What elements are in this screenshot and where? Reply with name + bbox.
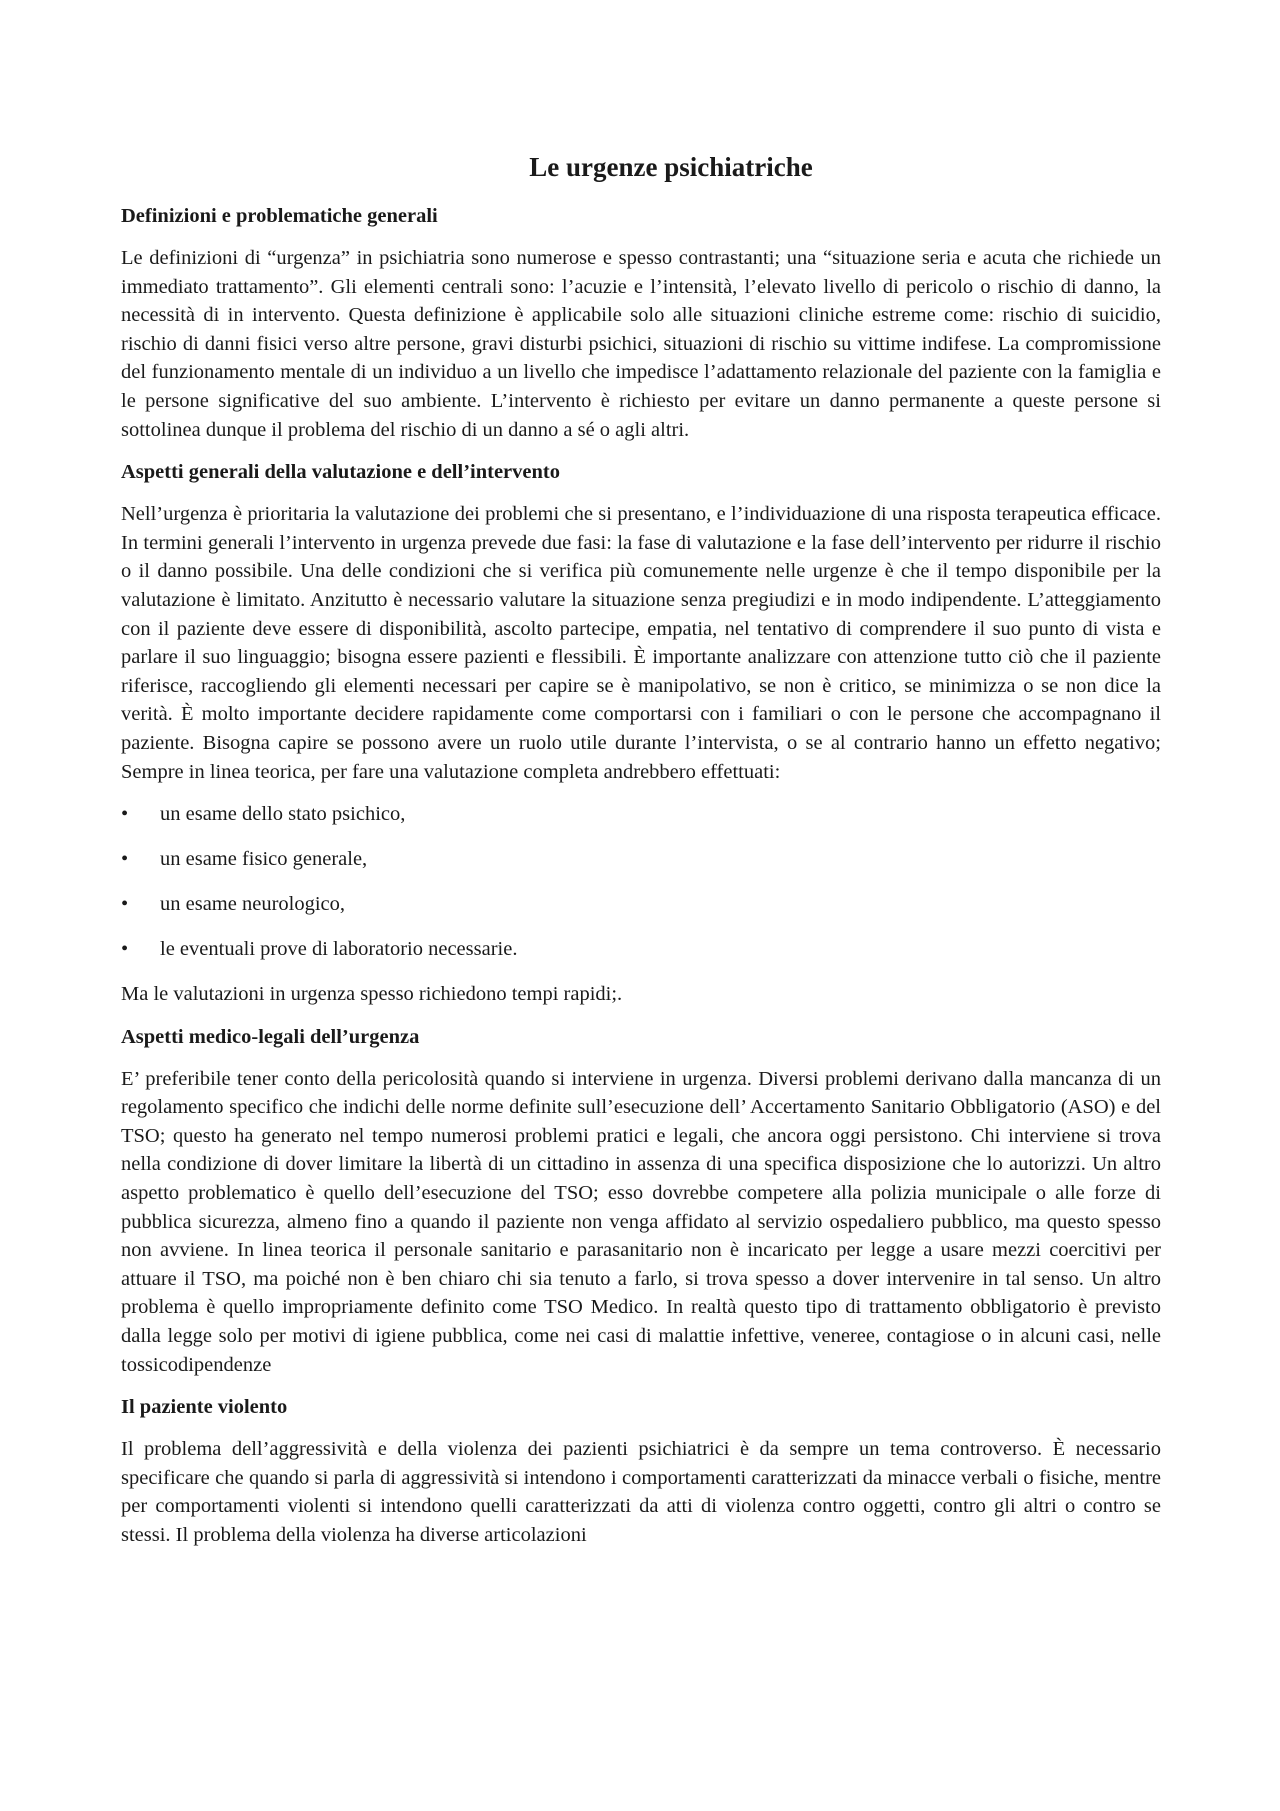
list-item — [121, 935, 1161, 963]
list-item-text: le eventuali prove di laboratorio necessarie. — [160, 938, 518, 961]
section-heading-valutazione: Aspetti generali della valutazione e dell’intervento — [121, 461, 560, 484]
section-heading-definizioni: Definizioni e problematiche generali — [121, 205, 438, 227]
paragraph-definizioni: Le definizioni di “urgenza” in psichiatria sono numerose e spesso contrastanti; una “situazione seria e acuta che richiede un immediato trattamento”. Gli elementi centrali sono: l’acuzie e l’intensità, l’elevato livello di pericolo o rischio di danno, la necessità di in intervento. Questa definizione è applicabile solo alle situazioni cliniche estreme come: rischio di suicidio, rischio di danni fisici verso altre persone, gravi disturbi psichici, situazioni di rischio su vittime indifese. La compromissione del funzionamento mentale di un individuo a un livello che impedisce l’adattamento relazionale del paziente con la famiglia e le persone significative del suo ambiente. L’intervento è richiesto per evitare un danno permanente a queste persone si sottolinea dunque il problema del rischio di un danno a sé o agli altri. — [121, 247, 1161, 441]
paragraph-paziente-violento: Il problema dell’aggressività e della violenza dei pazienti psichiatrici è da sempre un tema controverso. È necessario specificare che quando si parla di aggressività si intendono i comportamenti caratterizzati da minacce verbali o fisiche, mentre per comportamenti violenti si intendono quelli caratterizzati da atti di violenza contro oggetti, contro gli altri o contro se stessi. Il problema della violenza ha diverse articolazioni — [121, 1438, 1161, 1546]
section-heading-paziente-violento: Il paziente violento — [121, 1396, 288, 1419]
list-item — [121, 800, 1161, 828]
document-title: Le urgenze psichiatriche — [529, 152, 813, 182]
bullet-icon: • — [121, 893, 129, 916]
section-heading-medico-legali: Aspetti medico-legali dell’urgenza — [121, 1025, 420, 1048]
list-item-text: un esame dello stato psichico, — [160, 803, 406, 826]
list-item-text: un esame neurologico, — [160, 893, 346, 916]
paragraph-closing-valutazione: Ma le valutazioni in urgenza spesso richiedono tempi rapidi;. — [121, 983, 623, 1006]
bullet-list-esami — [121, 800, 1161, 963]
bullet-icon: • — [121, 938, 129, 961]
list-item-text: un esame fisico generale, — [160, 848, 368, 871]
document-page — [121, 150, 1161, 1564]
bullet-icon: • — [121, 803, 129, 826]
list-item — [121, 845, 1161, 873]
list-item — [121, 890, 1161, 918]
paragraph-medico-legali: E’ preferibile tener conto della pericolosità quando si interviene in urgenza. Diversi problemi derivano dalla mancanza di un regolamento specifico che indichi delle norme definite sull’esecuzione dell’ Accertamento Sanitario Obbligatorio (ASO) e del TSO; questo ha generato nel tempo numerosi problemi pratici e legali, che ancora oggi persistono. Chi interviene si trova nella condizione di dover limitare la libertà di un cittadino in assenza di una specifica disposizione che lo autorizzi. Un altro aspetto problematico è quello dell’esecuzione del TSO; esso dovrebbe competere alla polizia municipale o alle forze di pubblica sicurezza, almeno fino a quando il paziente non venga affidato al servizio ospedaliero pubblico, ma questo spesso non avviene. In linea teorica il personale sanitario e parasanitario non è incaricato per legge a usare mezzi coercitivi per attuare il TSO, ma poiché non è ben chiaro chi sia tenuto a farlo, si trova spesso a dover intervenire in tal senso. Un altro problema è quello impropriamente definito come TSO Medico. In realtà questo tipo di trattamento obbligatorio è previsto dalla legge solo per motivi di igiene pubblica, come nei casi di malattie infettive, veneree, contagiose o in alcuni casi, nelle tossicodipendenze — [121, 1067, 1161, 1376]
paragraph-valutazione: Nell’urgenza è prioritaria la valutazione dei problemi che si presentano, e l’individuazione di una risposta terapeutica efficace. In termini generali l’intervento in urgenza prevede due fasi: la fase di valutazione e la fase dell’intervento per ridurre il rischio o il danno possibile. Una delle condizioni che si verifica più comunemente nelle urgenze è che il tempo disponibile per la valutazione è limitato. Anzitutto è necessario valutare la situazione senza pregiudizi e in modo indipendente. L’atteggiamento con il paziente deve essere di disponibilità, ascolto partecipe, empatia, nel tentativo di comprendere il suo punto di vista e parlare il suo linguaggio; bisogna essere pazienti e flessibili. È importante analizzare con attenzione tutto ciò che il paziente riferisce, raccogliendo gli elementi necessari per capire se è manipolativo, se non è critico, se minimizza o se non dice la verità. È molto importante decidere rapidamente come comportarsi con i familiari o con le persone che accompagnano il paziente. Bisogna capire se possono avere un ruolo utile durante l’intervista, o se al contrario hanno un effetto negativo; Sempre in linea teorica, per fare una valutazione completa andrebbero effettuati: — [121, 503, 1161, 783]
bullet-icon: • — [121, 848, 129, 871]
